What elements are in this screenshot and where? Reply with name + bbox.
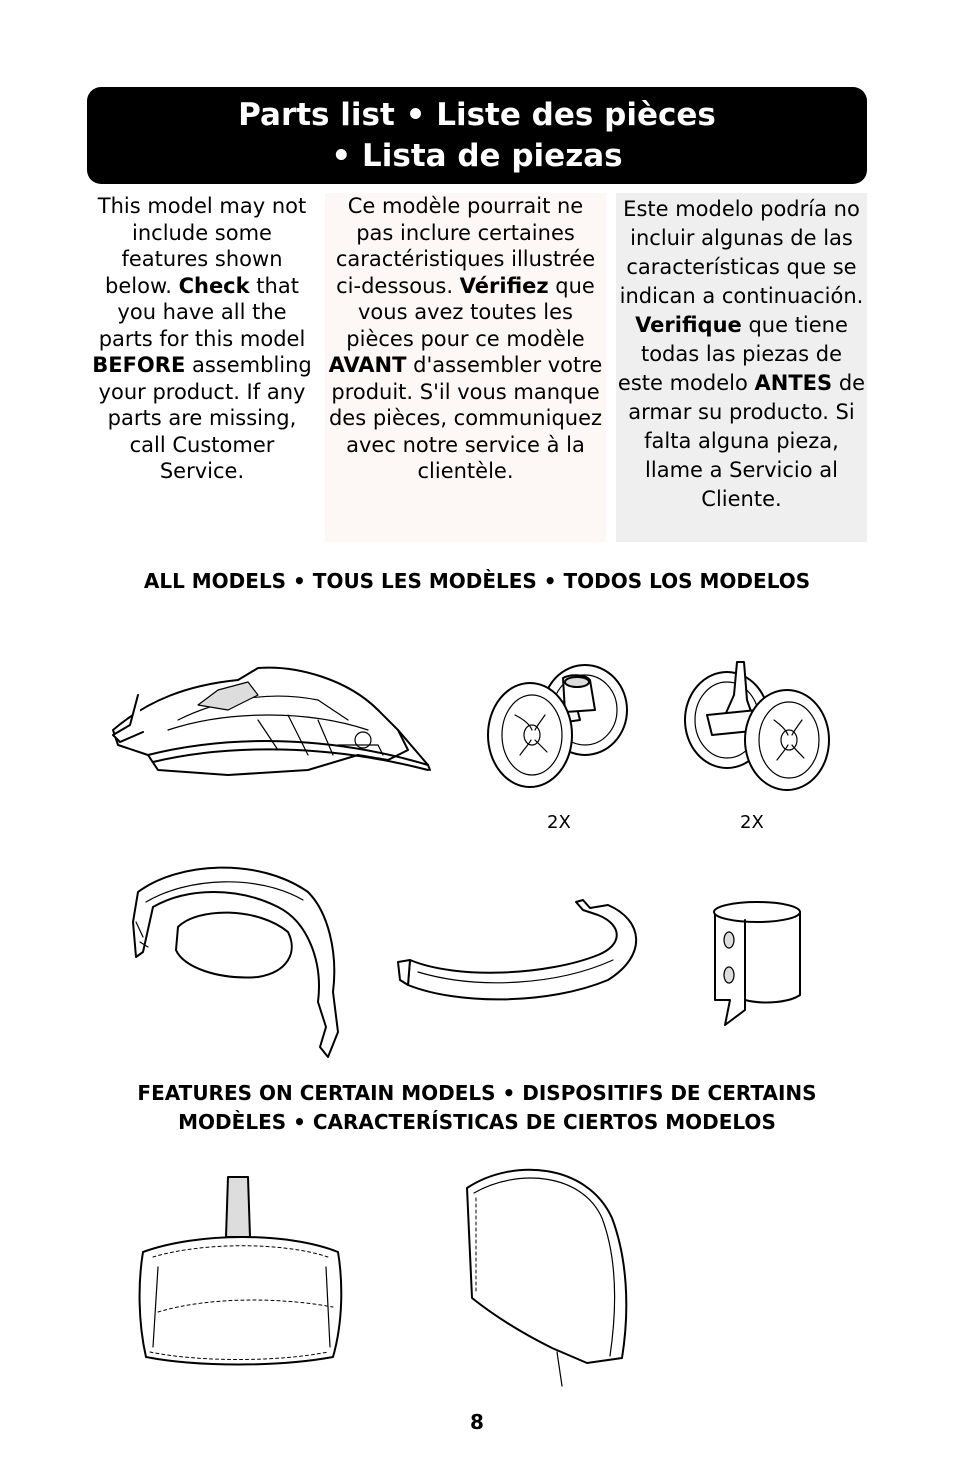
intro-en-text-3: assembling your product. If any parts are missing, call Customer Service. [98, 353, 312, 483]
all-models-heading: ALL MODELS • TOUS LES MODÈLES • TODOS LOS MODELOS [143, 569, 811, 593]
rear-wheel-quantity: 2X [547, 812, 571, 833]
certain-models-heading [60, 1079, 894, 1137]
intro-es-text-3: de armar su producto. Si falta alguna pieza, llame a Servicio al Cliente. [628, 371, 866, 511]
intro-en-text-2: that you have all the parts for this model [98, 273, 306, 351]
boot-cover-illustration [138, 1172, 348, 1372]
intro-fr-text-2: que vous avez toutes les pièces pour ce modèle [346, 273, 595, 351]
intro-es-text-2: que tiene todas las piezas de este modelo [617, 313, 848, 395]
intro-fr-text-1: Ce modèle pourrait ne pas inclure certaines caractéristiques illustrée ci-dessous. [335, 194, 596, 298]
cup-holder-illustration [705, 900, 805, 1030]
intro-english [88, 193, 316, 542]
bumper-bar-illustration [398, 900, 648, 1005]
canopy-cover-illustration [462, 1158, 637, 1388]
intro-es-bold-2: ANTES [754, 371, 833, 395]
intro-es-bold-1: Verifique [635, 313, 742, 337]
banner-title-line1: Parts list • Liste des pièces [238, 96, 716, 133]
parts-list-banner [87, 87, 867, 184]
intro-en-bold-1: Check [178, 273, 250, 298]
intro-french [325, 193, 606, 542]
front-wheel-illustration [682, 660, 832, 795]
stroller-frame-illustration [108, 660, 433, 785]
intro-spanish [616, 193, 867, 542]
intro-fr-bold-2: AVANT [328, 353, 407, 377]
intro-es-text-1: Este modelo podría no incluir algunas de las características que se indican a continuación. [619, 197, 864, 308]
intro-fr-text-3: d'assembler votre produit. S'il vous manque des pièces, communiquez avec notre service à la clientèle. [328, 353, 603, 483]
intro-en-text-1: This model may not include some features shown below. [97, 194, 307, 298]
page-number: 8 [470, 1410, 484, 1434]
intro-fr-bold-1: Vérifiez [459, 273, 549, 298]
canopy-illustration [128, 862, 353, 1062]
rear-wheel-illustration [485, 660, 630, 790]
front-wheel-quantity: 2X [740, 812, 764, 833]
certain-models-heading-line2: MODÈLES • CARACTERÍSTICAS DE CIERTOS MODELOS [178, 1110, 776, 1134]
banner-title-line2: • Lista de piezas [331, 137, 623, 174]
intro-en-bold-2: BEFORE [92, 353, 186, 377]
certain-models-heading-line1: FEATURES ON CERTAIN MODELS • DISPOSITIFS DE CERTAINS [137, 1081, 817, 1105]
